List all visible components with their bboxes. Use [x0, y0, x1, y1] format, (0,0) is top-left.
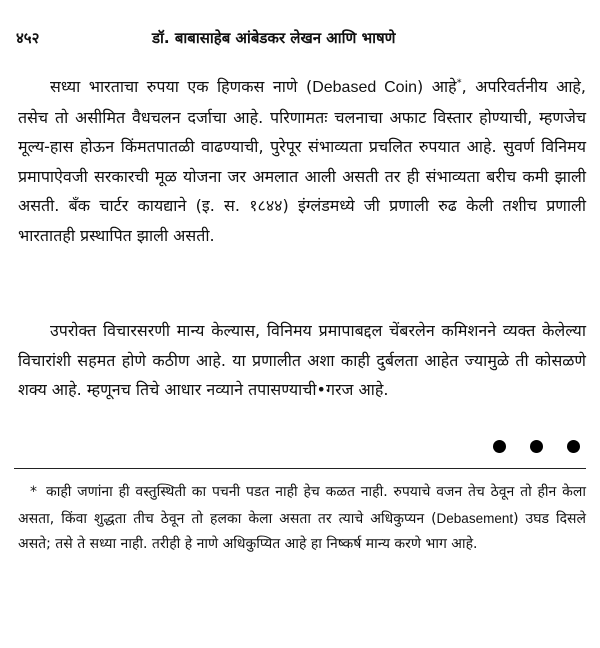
- page-header: [16, 28, 584, 52]
- footnote-text-b: ) उघड दिसले असते; तसे ते सध्या नाही. तरीही हे नाणे अधिकुप्यित आहे हा निष्कर्ष मान्य करणे भाग आहे.: [18, 510, 586, 552]
- footnote-divider: [14, 468, 586, 469]
- paragraph-1-text-a: सध्या भारताचा रुपया एक हिणकस नाणे (: [50, 77, 313, 96]
- footnote-marker: *: [30, 484, 37, 500]
- ornament-dot-icon: [530, 440, 543, 453]
- paragraph-2-text: उपरोक्त विचारसरणी मान्य केल्यास, विनिमय प्रमापाबद्दल चेंबरलेन कमिशनने व्यक्त केलेल्या विचारांशी सहमत होणे कठीण आहे. या प्रणालीत अशा काही दुर्बलता आहेत ज्यामुळे ती कोसळणे शक्य आहे. म्हणूनच तिचे आधार नव्याने तपासण्याची•गरज आहे.: [18, 321, 586, 399]
- paragraph-1-text-b: ) आहे: [417, 77, 457, 96]
- paragraph-1: [18, 72, 586, 250]
- english-term-debased-coin: Debased Coin: [312, 79, 418, 96]
- page-number: ४५२: [16, 29, 40, 47]
- english-term-debasement: Debasement: [436, 510, 514, 526]
- footnote-reference: *: [456, 77, 462, 89]
- section-end-dots: [493, 440, 580, 456]
- paragraph-1-text-c: , अपरिवर्तनीय आहे, तसेच तो असीमित वैधचलन दर्जाचा आहे. परिणामतः चलनाचा अफाट विस्तार होण्याची, म्हणजेच मूल्य-हास होऊन किंमतपातळी वाढण्याची, पुरेपूर संभाव्यता प्रचलित रुपयात आहे. सुवर्ण विनिमय प्रमापाऐवजी सरकारची मूळ योजना जर अमलात आली असती तर ही संभाव्यता बरीच कमी झाली असती. बँक चार्टर कायद्याने (इ. स. १८४४) इंग्लंडमध्ये जी प्रणाली रुढ केली तशीच प्रणाली भारतातही प्रस्थापित झाली असती.: [18, 77, 587, 245]
- footnote: [18, 480, 586, 558]
- paragraph-2: [18, 316, 586, 405]
- running-title: डॉ. बाबासाहेब आंबेडकर लेखन आणि भाषणे: [152, 29, 396, 47]
- footnote-text-a: काही जणांना ही वस्तुस्थिती का पचनी पडत नाही हेच कळत नाही. रुपयाचे वजन तेच ठेवून तो हीन केला असता, किंवा शुद्धता तीच ठेवून तो हलका केला असता तर त्याचे अधिकुप्यन (: [18, 484, 586, 527]
- ornament-dot-icon: [493, 440, 506, 453]
- ornament-dot-icon: [567, 440, 580, 453]
